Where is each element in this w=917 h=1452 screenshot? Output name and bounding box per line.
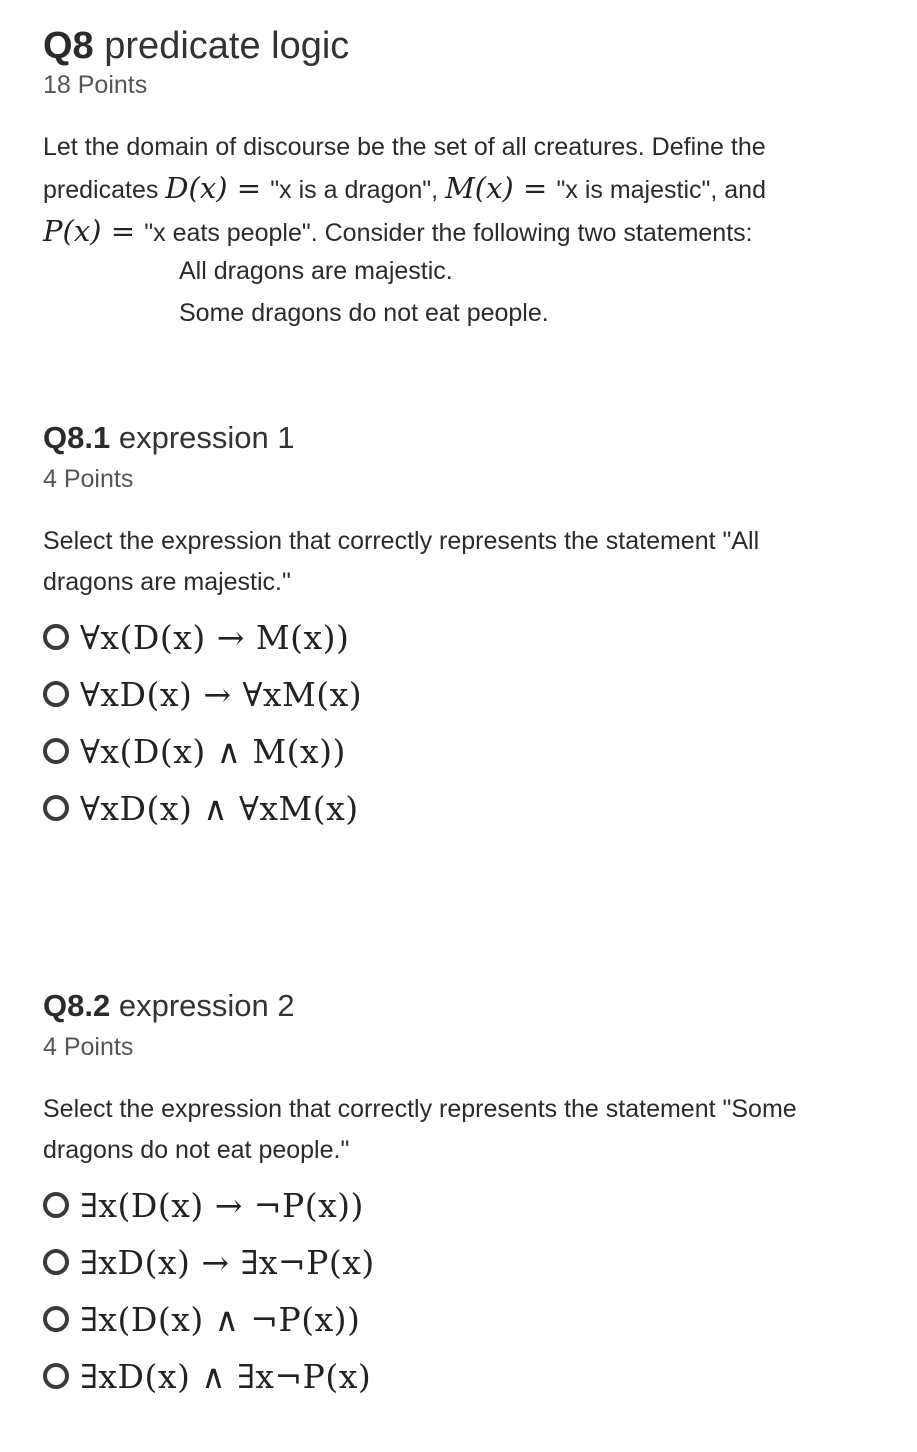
question-points: 4 Points: [43, 465, 134, 493]
question-q8-title: [43, 24, 349, 68]
prompt-line-1: Select the expression that correctly represents the statement "All: [43, 527, 760, 555]
question-intro: [43, 127, 888, 254]
option-expression: ∃x(D(x) → ¬P(x)): [80, 1185, 364, 1225]
intro-text: predicates: [43, 176, 166, 204]
predicate-D: D(x): [165, 171, 228, 205]
equals-sign: =: [227, 171, 271, 205]
question-title: expression 1: [118, 420, 295, 455]
question-q8-2-title: [43, 986, 295, 1026]
intro-line-1: Let the domain of discourse be the set of all creatures. Define the: [43, 133, 766, 161]
predicate-M: M(x): [445, 171, 514, 205]
option-expression: ∀x(D(x) → M(x)): [80, 617, 350, 657]
statement-1: All dragons are majestic.: [179, 257, 453, 285]
answer-option-2[interactable]: [43, 1240, 375, 1284]
radio-button[interactable]: [43, 681, 69, 707]
option-expression: ∀xD(x) ∧ ∀xM(x): [80, 788, 359, 828]
question-number: Q8.1: [43, 420, 111, 455]
option-expression: ∀x(D(x) ∧ M(x)): [80, 731, 346, 771]
question-number: Q8: [43, 25, 94, 67]
question-points: 4 Points: [43, 1033, 134, 1061]
answer-option-4[interactable]: [43, 786, 359, 830]
option-expression: ∃xD(x) → ∃x¬P(x): [80, 1242, 375, 1282]
radio-button[interactable]: [43, 624, 69, 650]
question-title: predicate logic: [104, 25, 350, 67]
statement-2: Some dragons do not eat people.: [179, 299, 549, 327]
intro-line-2: [43, 168, 888, 211]
answer-option-1[interactable]: [43, 615, 349, 659]
predicate-P-meaning: "x eats people". Consider the following two statements:: [144, 219, 753, 247]
question-q8-1-title: [43, 418, 295, 458]
radio-button[interactable]: [43, 1306, 69, 1332]
radio-button[interactable]: [43, 1363, 69, 1389]
answer-option-2[interactable]: [43, 672, 362, 716]
question-prompt: [43, 1089, 888, 1171]
predicate-M-meaning: "x is majestic", and: [556, 176, 766, 204]
radio-button[interactable]: [43, 1249, 69, 1275]
predicate-D-meaning: "x is a dragon",: [270, 176, 446, 204]
radio-button[interactable]: [43, 738, 69, 764]
radio-button[interactable]: [43, 1192, 69, 1218]
predicate-P: P(x): [43, 214, 102, 248]
question-number: Q8.2: [43, 988, 111, 1023]
equals-sign: =: [101, 214, 145, 248]
radio-button[interactable]: [43, 795, 69, 821]
answer-option-1[interactable]: [43, 1183, 364, 1227]
intro-line-3: [43, 211, 888, 254]
question-points: 18 Points: [43, 71, 148, 99]
equals-sign: =: [513, 171, 557, 205]
answer-option-3[interactable]: [43, 729, 346, 773]
prompt-line-2: dragons are majestic.": [43, 568, 291, 596]
prompt-line-2: dragons do not eat people.": [43, 1136, 350, 1164]
question-prompt: [43, 521, 888, 603]
option-expression: ∃x(D(x) ∧ ¬P(x)): [80, 1299, 361, 1339]
option-expression: ∃xD(x) ∧ ∃x¬P(x): [80, 1356, 372, 1396]
question-title: expression 2: [118, 988, 295, 1023]
answer-option-3[interactable]: [43, 1297, 360, 1341]
option-expression: ∀xD(x) → ∀xM(x): [80, 674, 363, 714]
prompt-line-1: Select the expression that correctly represents the statement "Some: [43, 1095, 797, 1123]
answer-option-4[interactable]: [43, 1354, 371, 1398]
